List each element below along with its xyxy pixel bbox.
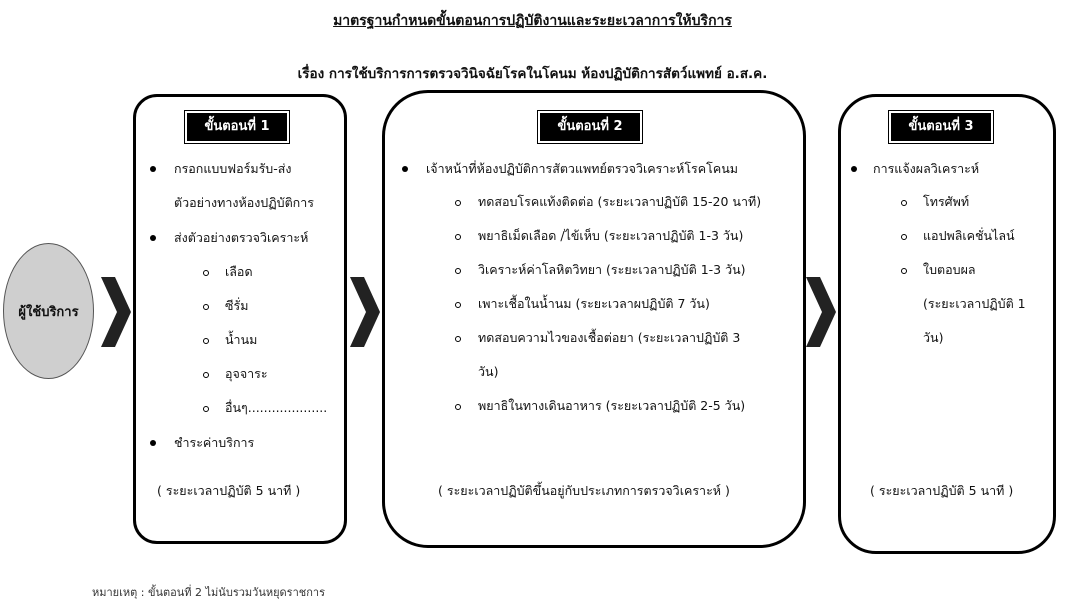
sub-bullet-icon xyxy=(203,304,209,310)
step-2-box xyxy=(382,90,806,548)
sub-bullet-icon xyxy=(455,234,461,240)
step-1-bullet-2: ส่งตัวอย่างตรวจวิเคราะห์ xyxy=(174,230,309,245)
step-2-subitem-1: ทดสอบโรคแท้งติดต่อ (ระยะเวลาปฏิบัติ 15-20 นาที) xyxy=(478,194,762,209)
step-1-subitem-3: น้ำนม xyxy=(225,332,258,347)
step-3-subitem-1: โทรศัพท์ xyxy=(923,194,970,209)
step-3-subitem-3-line-1: ใบตอบผล xyxy=(923,262,976,277)
step-2-subitem-5-line-1: ทดสอบความไวของเชื้อต่อยา (ระยะเวลาปฏิบัติ 3 xyxy=(478,330,741,345)
service-user-node xyxy=(3,243,94,379)
step-2-subitem-6: พยาธิในทางเดินอาหาร (ระยะเวลาปฏิบัติ 2-5 วัน) xyxy=(478,398,746,413)
arrow-2-icon xyxy=(350,277,380,347)
sub-bullet-icon xyxy=(455,200,461,206)
step-2-duration: ( ระยะเวลาปฏิบัติขึ้นอยู่กับประเภทการตรวจวิเคราะห์ ) xyxy=(438,483,730,498)
step-3-subitem-2: แอปพลิเคชั่นไลน์ xyxy=(923,228,1015,243)
step-3-bullet-1: การแจ้งผลวิเคราะห์ xyxy=(873,161,980,176)
sub-bullet-icon xyxy=(901,268,907,274)
sub-bullet-icon xyxy=(901,200,907,206)
step-1-subitem-1: เลือด xyxy=(225,264,253,279)
step-1-bullet-1-line-1: กรอกแบบฟอร์มรับ-ส่ง xyxy=(174,161,292,176)
arrow-1-icon xyxy=(101,277,131,347)
page-title: มาตรฐานกำหนดขั้นตอนการปฏิบัติงานและระยะเวลาการให้บริการ xyxy=(333,13,732,29)
step-2-bullet-1: เจ้าหน้าที่ห้องปฏิบัติการสัตวแพทย์ตรวจวิเคราะห์โรคโคนม xyxy=(426,161,738,176)
sub-bullet-icon xyxy=(203,372,209,378)
step-3-header: ขั้นตอนที่ 3 xyxy=(891,113,991,141)
sub-bullet-icon xyxy=(455,336,461,342)
sub-bullet-icon xyxy=(455,268,461,274)
step-3-duration: ( ระยะเวลาปฏิบัติ 5 นาที ) xyxy=(870,483,1014,498)
step-2-subitem-4: เพาะเชื้อในน้ำนม (ระยะเวลาผปฏิบัติ 7 วัน) xyxy=(478,296,710,311)
step-1-header: ขั้นตอนที่ 1 xyxy=(187,113,287,141)
bullet-icon xyxy=(150,235,156,241)
sub-bullet-icon xyxy=(901,234,907,240)
bullet-icon xyxy=(851,166,857,172)
step-1-subitem-5: อื่นๆ.................... xyxy=(225,400,328,415)
sub-bullet-icon xyxy=(203,406,209,412)
bullet-icon xyxy=(150,440,156,446)
step-2-subitem-5-line-2: วัน) xyxy=(478,364,499,379)
sub-bullet-icon xyxy=(455,302,461,308)
step-2-subitem-2: พยาธิเม็ดเลือด /ไข้เห็บ (ระยะเวลาปฏิบัติ 1-3 วัน) xyxy=(478,228,744,243)
bullet-icon xyxy=(150,166,156,172)
step-3-subitem-3-line-3: วัน) xyxy=(923,330,944,345)
step-1-bullet-3: ชำระค่าบริการ xyxy=(174,435,255,450)
sub-bullet-icon xyxy=(455,404,461,410)
step-2-header: ขั้นตอนที่ 2 xyxy=(540,113,640,141)
step-1-subitem-4: อุจจาระ xyxy=(225,366,268,381)
step-2-subitem-3: วิเคราะห์ค่าโลหิตวิทยา (ระยะเวลาปฏิบัติ 1-3 วัน) xyxy=(478,262,746,277)
arrow-3-icon xyxy=(806,277,836,347)
step-1-duration: ( ระยะเวลาปฏิบัติ 5 นาที ) xyxy=(157,483,301,498)
page-subtitle: เรื่อง การใช้บริการการตรวจวินิจฉัยโรคในโคนม ห้องปฏิบัติการสัตว์แพทย์ อ.ส.ค. xyxy=(297,66,768,82)
sub-bullet-icon xyxy=(203,338,209,344)
service-user-label: ผู้ใช้บริการ xyxy=(18,304,79,320)
step-1-bullet-1-line-2: ตัวอย่างทางห้องปฏิบัติการ xyxy=(174,195,314,210)
footnote: หมายเหตุ : ขั้นตอนที่ 2 ไม่นับรวมวันหยุดราชการ xyxy=(92,586,325,599)
step-1-subitem-2: ซีรั่ม xyxy=(225,298,249,313)
bullet-icon xyxy=(402,166,408,172)
sub-bullet-icon xyxy=(203,270,209,276)
step-3-subitem-3-line-2: (ระยะเวลาปฏิบัติ 1 xyxy=(923,296,1026,311)
